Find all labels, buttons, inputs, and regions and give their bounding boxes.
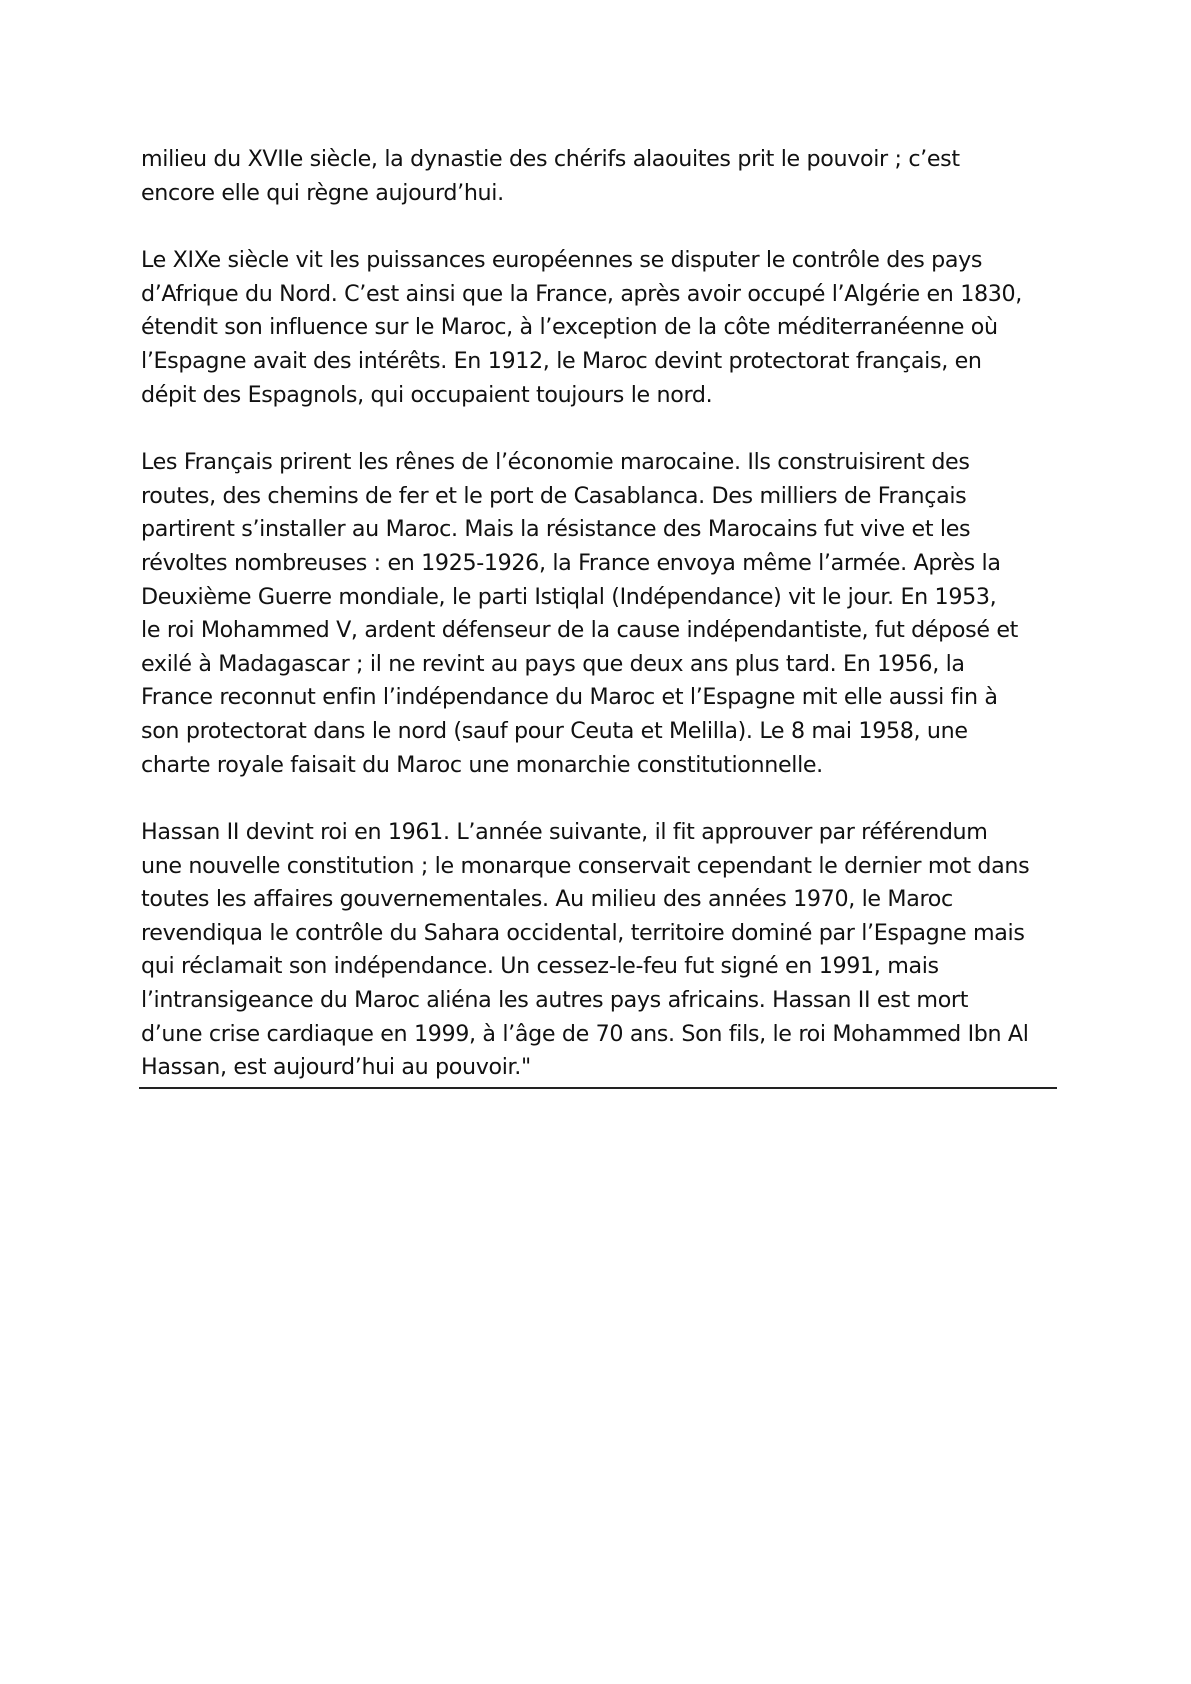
- text-line: France reconnut enfin l’indépendance du Maroc et l’Espagne mit elle aussi fin à: [141, 684, 998, 711]
- text-line: toutes les affaires gouvernementales. Au milieu des années 1970, le Maroc: [141, 886, 953, 913]
- text-line: Les Français prirent les rênes de l’économie marocaine. Ils construisirent des: [141, 449, 970, 476]
- text-line: d’Afrique du Nord. C’est ainsi que la France, après avoir occupé l’Algérie en 1830,: [141, 280, 1022, 307]
- text-line: son protectorat dans le nord (sauf pour Ceuta et Melilla). Le 8 mai 1958, une: [141, 717, 968, 744]
- text-line: Hassan, est aujourd’hui au pouvoir.": [141, 1054, 531, 1081]
- text-line: Deuxième Guerre mondiale, le parti Istiqlal (Indépendance) vit le jour. En 1953,: [141, 583, 997, 610]
- text-line: charte royale faisait du Maroc une monarchie constitutionnelle.: [141, 751, 823, 778]
- text-line: Hassan II devint roi en 1961. L’année suivante, il fit approuver par référendum: [141, 819, 988, 846]
- text-line: encore elle qui règne aujourd’hui.: [141, 179, 504, 206]
- text-line: dépit des Espagnols, qui occupaient toujours le nord.: [141, 381, 713, 408]
- text-line: étendit son influence sur le Maroc, à l’exception de la côte méditerranéenne où: [141, 314, 998, 341]
- text-line: exilé à Madagascar ; il ne revint au pays que deux ans plus tard. En 1956, la: [141, 650, 965, 677]
- text-line: routes, des chemins de fer et le port de Casablanca. Des milliers de Français: [141, 482, 967, 509]
- text-line: l’intransigeance du Maroc aliéna les autres pays africains. Hassan II est mort: [141, 987, 969, 1014]
- text-line: Le XIXe siècle vit les puissances européennes se disputer le contrôle des pays: [141, 247, 983, 274]
- text-line: revendiqua le contrôle du Sahara occidental, territoire dominé par l’Espagne mais: [141, 919, 1025, 946]
- text-line: qui réclamait son indépendance. Un cessez-le-feu fut signé en 1991, mais: [141, 953, 939, 980]
- section-divider-rule: [139, 1087, 1057, 1089]
- paragraph-dynasty: [141, 143, 1061, 210]
- text-line: révoltes nombreuses : en 1925-1926, la France envoya même l’armée. Après la: [141, 549, 1001, 576]
- text-line: le roi Mohammed V, ardent défenseur de la cause indépendantiste, fut déposé et: [141, 617, 1018, 644]
- text-line: milieu du XVIIe siècle, la dynastie des chérifs alaouites prit le pouvoir ; c’est: [141, 146, 960, 172]
- paragraph-european-control: [141, 244, 1061, 412]
- text-line: partirent s’installer au Maroc. Mais la résistance des Marocains fut vive et les: [141, 516, 971, 543]
- paragraph-hassan-ii: [141, 816, 1061, 1085]
- document-page: [141, 143, 1061, 1119]
- text-line: l’Espagne avait des intérêts. En 1912, le Maroc devint protectorat français, en: [141, 347, 982, 374]
- text-line: d’une crise cardiaque en 1999, à l’âge de 70 ans. Son fils, le roi Mohammed Ibn Al: [141, 1020, 1029, 1047]
- paragraph-french-protectorate: [141, 446, 1061, 782]
- text-line: une nouvelle constitution ; le monarque conservait cependant le dernier mot dans: [141, 852, 1030, 879]
